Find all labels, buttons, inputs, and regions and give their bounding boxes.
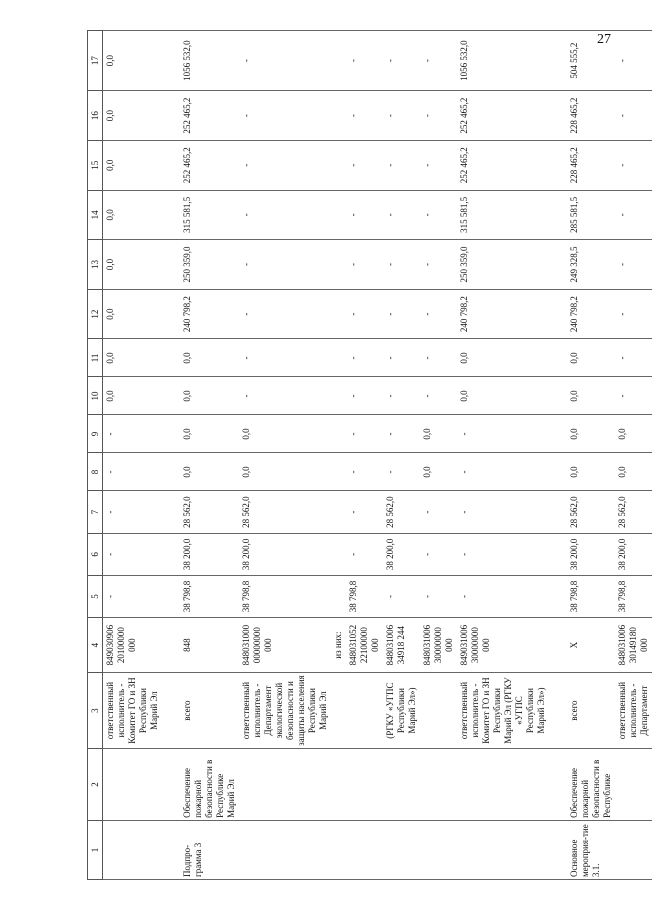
table-cell: 0,0 xyxy=(567,339,615,377)
table-cell: - xyxy=(383,140,420,190)
table-cell: 0,0 xyxy=(103,339,163,377)
table-cell: 0,0 xyxy=(103,289,163,339)
table-cell xyxy=(331,31,346,91)
table-cell: - xyxy=(383,240,420,290)
table-cell: 38 200,0 xyxy=(383,533,420,575)
table-cell: 0,0 xyxy=(103,91,163,141)
table-cell: 250 359,0 xyxy=(180,240,239,290)
table-cell: - xyxy=(457,533,549,575)
table-cell: - xyxy=(420,377,457,415)
table-cell xyxy=(331,377,346,415)
table-cell: - xyxy=(239,190,331,240)
table-cell: 0,0 xyxy=(103,140,163,190)
column-number-header xyxy=(88,31,103,880)
column-header: 14 xyxy=(88,190,103,240)
table-cell: - xyxy=(383,91,420,141)
table-cell xyxy=(331,240,346,290)
table-cell: - xyxy=(420,491,457,533)
table-cell xyxy=(331,289,346,339)
table-cell: 252 465,2 xyxy=(180,140,239,190)
table-cell: 848031000 00000000 000 xyxy=(239,618,331,673)
column-header: 2 xyxy=(88,749,103,821)
table-cell xyxy=(331,91,346,141)
table-cell: 38 200,0 xyxy=(180,533,239,575)
table-cell: 0,0 xyxy=(103,190,163,240)
table-cell: 240 798,2 xyxy=(180,289,239,339)
column-header: 6 xyxy=(88,533,103,575)
table-cell: - xyxy=(346,339,383,377)
table-cell: Обеспечение пожарной безопасности в Республике Марий Эл xyxy=(180,749,239,821)
table-row xyxy=(331,31,346,880)
page-number: 27 xyxy=(597,32,611,47)
table-cell: 315 581,5 xyxy=(180,190,239,240)
table-cell: - xyxy=(103,575,163,617)
table-cell: 849031006 30000000 000 xyxy=(457,618,549,673)
table-cell xyxy=(457,749,549,821)
table-cell: 38 798,8 xyxy=(567,575,615,617)
table-cell xyxy=(457,820,549,879)
table-row xyxy=(383,31,420,880)
table-cell: - xyxy=(420,240,457,290)
table-cell: 848031052 22100000 000 xyxy=(346,618,383,673)
table-cell xyxy=(331,339,346,377)
table-cell: 28 562,0 xyxy=(567,491,615,533)
table-cell: - xyxy=(420,31,457,91)
table-cell xyxy=(331,491,346,533)
table-cell xyxy=(346,749,383,821)
table-cell: 228 465,2 xyxy=(567,91,615,141)
table-cell: - xyxy=(383,289,420,339)
column-header: 16 xyxy=(88,91,103,141)
table-row xyxy=(420,31,457,880)
table-cell: - xyxy=(615,377,652,415)
table-cell xyxy=(239,749,331,821)
table-cell: - xyxy=(346,31,383,91)
table-row xyxy=(457,31,549,880)
table-cell: - xyxy=(457,415,549,453)
table-cell: 252 465,2 xyxy=(457,140,549,190)
column-header: 15 xyxy=(88,140,103,190)
table-cell: - xyxy=(615,91,652,141)
table-cell: 38 798,8 xyxy=(239,575,331,617)
table-cell: - xyxy=(420,533,457,575)
table-cell xyxy=(331,453,346,491)
table-cell: - xyxy=(239,91,331,141)
table-cell: - xyxy=(103,491,163,533)
table-cell: 1056 532,0 xyxy=(180,31,239,91)
table-cell: - xyxy=(346,377,383,415)
table-cell: всего xyxy=(567,673,615,749)
table-cell: - xyxy=(239,339,331,377)
table-cell: 0,0 xyxy=(180,377,239,415)
table-cell: - xyxy=(457,575,549,617)
table-cell: 38 798,8 xyxy=(346,575,383,617)
table-row xyxy=(346,31,383,880)
table-cell xyxy=(383,820,420,879)
table-cell: ответственный исполнитель - Комитет ГО и ЗН Республики Марий Эл (РГКУ «УГПС Республики Марий Эл») xyxy=(457,673,549,749)
table-cell: 0,0 xyxy=(615,415,652,453)
table-cell xyxy=(420,749,457,821)
table-row xyxy=(103,31,163,880)
table-cell xyxy=(331,190,346,240)
table-cell xyxy=(383,749,420,821)
table-cell xyxy=(103,820,163,879)
table-cell xyxy=(420,673,457,749)
table-cell xyxy=(331,749,346,821)
table-cell: - xyxy=(346,190,383,240)
table-cell: 285 581,5 xyxy=(567,190,615,240)
column-header: 3 xyxy=(88,673,103,749)
column-header: 7 xyxy=(88,491,103,533)
table-cell: 28 562,0 xyxy=(383,491,420,533)
table-cell: - xyxy=(615,339,652,377)
table-cell xyxy=(103,749,163,821)
table-cell: 28 562,0 xyxy=(180,491,239,533)
table-cell: 38 200,0 xyxy=(239,533,331,575)
table-cell xyxy=(239,820,331,879)
table-cell: - xyxy=(420,140,457,190)
table-cell: - xyxy=(346,240,383,290)
table-cell: Основное мероприя-тие 3.1. xyxy=(567,820,615,879)
table-cell: - xyxy=(420,575,457,617)
table-cell: - xyxy=(103,453,163,491)
table-row xyxy=(239,31,331,880)
table-cell: 848 xyxy=(180,618,239,673)
table-cell: - xyxy=(383,339,420,377)
table-cell: - xyxy=(383,31,420,91)
table-cell: - xyxy=(383,415,420,453)
column-header: 12 xyxy=(88,289,103,339)
table-cell xyxy=(420,820,457,879)
table-cell: 848031006 34918 244 xyxy=(383,618,420,673)
table-cell: - xyxy=(420,91,457,141)
table-cell: - xyxy=(346,533,383,575)
table-cell: - xyxy=(346,140,383,190)
table-row xyxy=(567,31,615,880)
table-cell: 0,0 xyxy=(420,415,457,453)
table-cell: 38 798,8 xyxy=(180,575,239,617)
table-cell: 249 328,5 xyxy=(567,240,615,290)
table-cell: - xyxy=(457,453,549,491)
table-row xyxy=(180,31,239,880)
table-cell: всего xyxy=(180,673,239,749)
budget-table xyxy=(87,30,652,880)
table-cell: 0,0 xyxy=(103,31,163,91)
table-row xyxy=(615,31,652,880)
table-cell: (РГКУ «УГПС Республики Марий Эл») xyxy=(383,673,420,749)
column-header: 1 xyxy=(88,820,103,879)
table-cell: 252 465,2 xyxy=(180,91,239,141)
table-cell: 38 798,8 xyxy=(615,575,652,617)
table-cell xyxy=(331,673,346,749)
table-cell: 38 200,0 xyxy=(615,533,652,575)
table-cell: Обеспечение пожарной безопасности в Республике xyxy=(567,749,615,821)
table-cell: 252 465,2 xyxy=(457,91,549,141)
table-cell: 0,0 xyxy=(457,339,549,377)
table-cell: - xyxy=(383,377,420,415)
table-cell: 240 798,2 xyxy=(567,289,615,339)
table-cell: - xyxy=(615,289,652,339)
table-cell: 848031006 30000000 000 xyxy=(420,618,457,673)
table-cell: - xyxy=(103,415,163,453)
table-cell: 504 555,2 xyxy=(567,31,615,91)
table-cell xyxy=(331,820,346,879)
table-cell: 0,0 xyxy=(567,377,615,415)
table-cell: - xyxy=(420,289,457,339)
table-cell: 0,0 xyxy=(615,453,652,491)
table-cell: 28 562,0 xyxy=(239,491,331,533)
table-cell: - xyxy=(239,377,331,415)
column-header: 17 xyxy=(88,31,103,91)
table-cell: 0,0 xyxy=(103,377,163,415)
table-cell: ответственный исполнитель - Комитет ГО и ЗН Республики Марий Эл xyxy=(103,673,163,749)
table-cell xyxy=(331,533,346,575)
table-cell: ответственный исполнитель - Департамент экологической безопасности и защиты населения Республики Марий Эл xyxy=(239,673,331,749)
table-cell xyxy=(346,673,383,749)
table-cell: - xyxy=(383,575,420,617)
table-cell: - xyxy=(420,339,457,377)
column-header: 11 xyxy=(88,339,103,377)
table-cell: 1056 532,0 xyxy=(457,31,549,91)
table-cell: - xyxy=(383,190,420,240)
table-cell: 0,0 xyxy=(239,453,331,491)
table-cell: 240 798,2 xyxy=(457,289,549,339)
table-cell: 315 581,5 xyxy=(457,190,549,240)
table-cell: - xyxy=(457,491,549,533)
table-cell: - xyxy=(346,453,383,491)
table-cell: ответственный исполнитель - Департамент xyxy=(615,673,652,749)
table-cell: 0,0 xyxy=(180,415,239,453)
column-header: 4 xyxy=(88,618,103,673)
table-cell: 38 200,0 xyxy=(567,533,615,575)
column-header: 9 xyxy=(88,415,103,453)
table-cell: - xyxy=(239,31,331,91)
table-cell: - xyxy=(239,140,331,190)
table-cell: - xyxy=(103,533,163,575)
table-cell: - xyxy=(615,31,652,91)
table-cell: - xyxy=(346,289,383,339)
table-cell: 0,0 xyxy=(103,240,163,290)
table-cell: 228 465,2 xyxy=(567,140,615,190)
table-cell: 0,0 xyxy=(420,453,457,491)
table-cell: - xyxy=(615,240,652,290)
table-cell: X xyxy=(567,618,615,673)
table-cell xyxy=(331,575,346,617)
budget-table-sheet xyxy=(87,30,649,880)
table-cell: - xyxy=(346,415,383,453)
table-cell: - xyxy=(615,190,652,240)
table-cell: 0,0 xyxy=(567,415,615,453)
table-cell: - xyxy=(239,289,331,339)
table-cell: 0,0 xyxy=(457,377,549,415)
table-cell: 0,0 xyxy=(180,339,239,377)
table-cell: из них: xyxy=(331,618,346,673)
table-cell: 848031006 30149180 000 xyxy=(615,618,652,673)
table-cell: - xyxy=(615,140,652,190)
table-cell xyxy=(615,749,652,821)
table-cell: 849030906 20100000 000 xyxy=(103,618,163,673)
column-header: 5 xyxy=(88,575,103,617)
column-header: 13 xyxy=(88,240,103,290)
table-cell: 250 359,0 xyxy=(457,240,549,290)
table-cell xyxy=(331,140,346,190)
table-cell: 28 562,0 xyxy=(615,491,652,533)
table-cell: - xyxy=(346,491,383,533)
column-header: 10 xyxy=(88,377,103,415)
table-cell: Подпро-грамма 3 xyxy=(180,820,239,879)
table-cell: 0,0 xyxy=(567,453,615,491)
table-cell: 0,0 xyxy=(180,453,239,491)
table-cell: - xyxy=(239,240,331,290)
table-cell xyxy=(331,415,346,453)
table-cell: - xyxy=(420,190,457,240)
table-cell: - xyxy=(346,91,383,141)
table-cell xyxy=(615,820,652,879)
column-header: 8 xyxy=(88,453,103,491)
table-cell: - xyxy=(383,453,420,491)
table-cell: 0,0 xyxy=(239,415,331,453)
table-cell xyxy=(346,820,383,879)
